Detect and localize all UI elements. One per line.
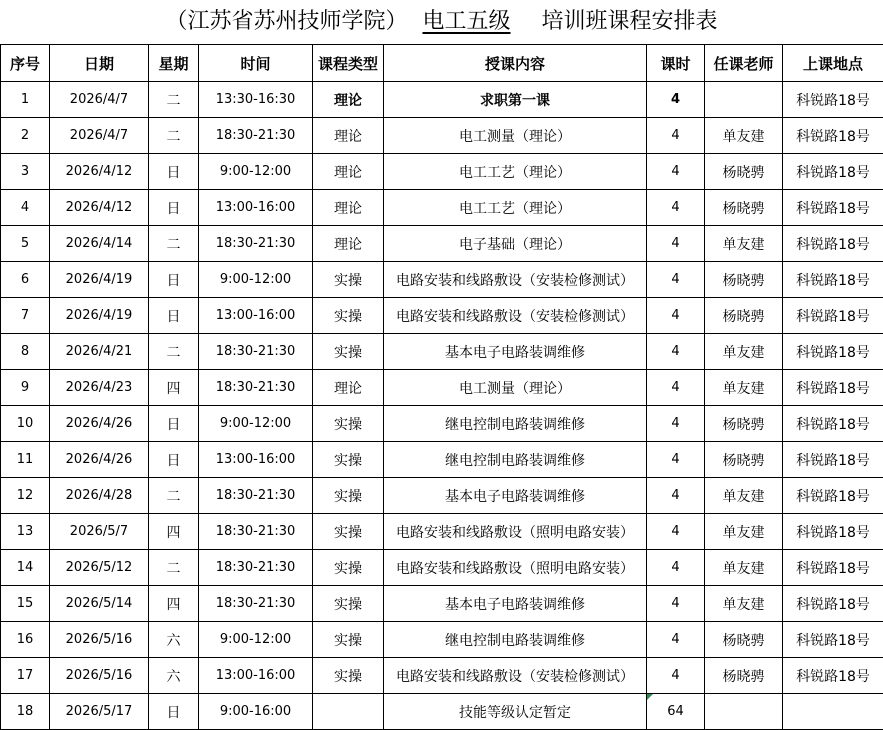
cell-time[interactable]: 18:30-21:30 — [199, 370, 313, 406]
cell-content[interactable]: 求职第一课 — [384, 82, 647, 118]
cell-index[interactable]: 3 — [1, 154, 50, 190]
table-row — [1, 694, 883, 730]
cell-time[interactable]: 9:00-16:00 — [199, 694, 313, 730]
cell-content[interactable]: 电路安装和线路敷设（安装检修测试） — [384, 298, 647, 334]
cell-time[interactable]: 18:30-21:30 — [199, 334, 313, 370]
cell-time[interactable]: 18:30-21:30 — [199, 118, 313, 154]
cell-index[interactable]: 13 — [1, 514, 50, 550]
cell-weekday[interactable]: 二 — [149, 226, 199, 262]
title-suffix: 培训班课程安排表 — [541, 9, 718, 34]
cell-date[interactable]: 2026/4/26 — [50, 442, 149, 478]
cell-weekday[interactable]: 日 — [149, 298, 199, 334]
cell-teacher[interactable]: 杨晓骋 — [705, 622, 783, 658]
cell-course-type[interactable]: 实操 — [313, 550, 384, 586]
cell-content[interactable]: 继电控制电路装调维修 — [384, 406, 647, 442]
cell-teacher[interactable]: 杨晓骋 — [705, 442, 783, 478]
cell-time[interactable]: 13:00-16:00 — [199, 298, 313, 334]
table-row — [1, 658, 883, 694]
cell-hours[interactable]: 64 — [647, 694, 705, 730]
cell-hours[interactable]: 4 — [647, 298, 705, 334]
cell-content[interactable]: 电路安装和线路敷设（照明电路安装） — [384, 550, 647, 586]
cell-location[interactable]: 科锐路18号 — [783, 334, 883, 370]
header-hours[interactable]: 课时 — [647, 45, 705, 82]
cell-time[interactable]: 9:00-12:00 — [199, 154, 313, 190]
cell-location[interactable]: 科锐路18号 — [783, 586, 883, 622]
cell-hours[interactable]: 4 — [647, 334, 705, 370]
cell-index[interactable]: 7 — [1, 298, 50, 334]
cell-location[interactable]: 科锐路18号 — [783, 442, 883, 478]
table-row — [1, 586, 883, 622]
cell-course-type[interactable]: 实操 — [313, 658, 384, 694]
cell-teacher[interactable]: 单友建 — [705, 550, 783, 586]
cell-course-type[interactable]: 实操 — [313, 514, 384, 550]
table-row — [1, 370, 883, 406]
cell-location[interactable]: 科锐路18号 — [783, 118, 883, 154]
cell-weekday[interactable]: 二 — [149, 118, 199, 154]
cell-teacher[interactable] — [705, 694, 783, 730]
cell-location[interactable]: 科锐路18号 — [783, 154, 883, 190]
cell-hours[interactable]: 4 — [647, 82, 705, 118]
cell-weekday[interactable]: 四 — [149, 586, 199, 622]
cell-date[interactable]: 2026/4/26 — [50, 406, 149, 442]
cell-weekday[interactable]: 四 — [149, 370, 199, 406]
cell-index[interactable]: 9 — [1, 370, 50, 406]
table-row — [1, 118, 883, 154]
cell-date[interactable]: 2026/4/23 — [50, 370, 149, 406]
cell-index[interactable]: 8 — [1, 334, 50, 370]
cell-teacher[interactable]: 杨晓骋 — [705, 262, 783, 298]
header-teacher[interactable]: 任课老师 — [705, 45, 783, 82]
table-row — [1, 622, 883, 658]
table-body — [1, 82, 883, 730]
cell-weekday[interactable]: 二 — [149, 82, 199, 118]
cell-content[interactable]: 电工工艺（理论） — [384, 190, 647, 226]
cell-content[interactable]: 基本电子电路装调维修 — [384, 586, 647, 622]
cell-date[interactable]: 2026/4/21 — [50, 334, 149, 370]
table-row — [1, 478, 883, 514]
cell-content[interactable]: 电路安装和线路敷设（安装检修测试） — [384, 262, 647, 298]
cell-location[interactable]: 科锐路18号 — [783, 82, 883, 118]
cell-content[interactable]: 电工测量（理论） — [384, 370, 647, 406]
cell-course-type[interactable] — [313, 694, 384, 730]
table-row — [1, 262, 883, 298]
cell-teacher[interactable]: 杨晓骋 — [705, 190, 783, 226]
cell-course-type[interactable]: 实操 — [313, 622, 384, 658]
cell-time[interactable]: 9:00-12:00 — [199, 622, 313, 658]
cell-course-type[interactable]: 实操 — [313, 442, 384, 478]
cell-content[interactable]: 技能等级认定暂定 — [384, 694, 647, 730]
cell-time[interactable]: 18:30-21:30 — [199, 226, 313, 262]
cell-course-type[interactable]: 实操 — [313, 334, 384, 370]
cell-date[interactable]: 2026/4/19 — [50, 262, 149, 298]
cell-index[interactable]: 4 — [1, 190, 50, 226]
cell-date[interactable]: 2026/5/14 — [50, 586, 149, 622]
cell-time[interactable]: 9:00-12:00 — [199, 262, 313, 298]
cell-course-type[interactable]: 实操 — [313, 262, 384, 298]
cell-location[interactable]: 科锐路18号 — [783, 370, 883, 406]
cell-index[interactable]: 17 — [1, 658, 50, 694]
cell-content[interactable]: 电工测量（理论） — [384, 118, 647, 154]
cell-weekday[interactable]: 日 — [149, 694, 199, 730]
cell-date[interactable]: 2026/4/19 — [50, 298, 149, 334]
cell-index[interactable]: 2 — [1, 118, 50, 154]
cell-course-type[interactable]: 理论 — [313, 190, 384, 226]
cell-time[interactable]: 18:30-21:30 — [199, 586, 313, 622]
cell-content[interactable]: 继电控制电路装调维修 — [384, 442, 647, 478]
cell-weekday[interactable]: 四 — [149, 514, 199, 550]
cell-weekday[interactable]: 日 — [149, 442, 199, 478]
cell-weekday[interactable]: 日 — [149, 154, 199, 190]
header-weekday[interactable]: 星期 — [149, 45, 199, 82]
cell-weekday[interactable]: 二 — [149, 478, 199, 514]
table-row — [1, 226, 883, 262]
cell-date[interactable]: 2026/4/12 — [50, 190, 149, 226]
cell-course-type[interactable]: 实操 — [313, 406, 384, 442]
cell-weekday[interactable]: 六 — [149, 622, 199, 658]
table-row — [1, 190, 883, 226]
cell-course-type[interactable]: 理论 — [313, 118, 384, 154]
cell-location[interactable]: 科锐路18号 — [783, 550, 883, 586]
cell-location[interactable] — [783, 694, 883, 730]
cell-hours[interactable]: 4 — [647, 118, 705, 154]
cell-hours[interactable]: 4 — [647, 406, 705, 442]
cell-teacher[interactable]: 单友建 — [705, 586, 783, 622]
cell-date[interactable]: 2026/5/17 — [50, 694, 149, 730]
cell-index[interactable]: 5 — [1, 226, 50, 262]
header-row — [1, 45, 883, 82]
cell-date[interactable]: 2026/4/14 — [50, 226, 149, 262]
table-row — [1, 442, 883, 478]
cell-time[interactable]: 9:00-12:00 — [199, 406, 313, 442]
cell-date[interactable]: 2026/4/7 — [50, 118, 149, 154]
cell-weekday[interactable]: 日 — [149, 190, 199, 226]
table-row — [1, 298, 883, 334]
header-content[interactable]: 授课内容 — [384, 45, 647, 82]
cell-hours[interactable]: 4 — [647, 442, 705, 478]
cell-index[interactable]: 14 — [1, 550, 50, 586]
cell-location[interactable]: 科锐路18号 — [783, 190, 883, 226]
cell-weekday[interactable]: 六 — [149, 658, 199, 694]
cell-course-type[interactable]: 实操 — [313, 298, 384, 334]
cell-index[interactable]: 12 — [1, 478, 50, 514]
cell-content[interactable]: 基本电子电路装调维修 — [384, 334, 647, 370]
cell-content[interactable]: 电子基础（理论） — [384, 226, 647, 262]
cell-hours[interactable]: 4 — [647, 478, 705, 514]
cell-index[interactable]: 6 — [1, 262, 50, 298]
cell-time[interactable]: 13:00-16:00 — [199, 658, 313, 694]
cell-hours[interactable]: 4 — [647, 190, 705, 226]
cell-content[interactable]: 电路安装和线路敷设（照明电路安装） — [384, 514, 647, 550]
comment-indicator-icon[interactable] — [647, 694, 653, 700]
table-row — [1, 406, 883, 442]
cell-location[interactable]: 科锐路18号 — [783, 622, 883, 658]
cell-weekday[interactable]: 日 — [149, 262, 199, 298]
cell-teacher[interactable]: 杨晓骋 — [705, 154, 783, 190]
cell-teacher[interactable]: 单友建 — [705, 478, 783, 514]
cell-course-type[interactable]: 实操 — [313, 478, 384, 514]
cell-time[interactable]: 13:30-16:30 — [199, 82, 313, 118]
cell-date[interactable]: 2026/5/16 — [50, 658, 149, 694]
cell-hours[interactable]: 4 — [647, 550, 705, 586]
cell-hours[interactable]: 4 — [647, 622, 705, 658]
cell-date[interactable]: 2026/5/12 — [50, 550, 149, 586]
cell-teacher[interactable]: 单友建 — [705, 226, 783, 262]
cell-hours[interactable]: 4 — [647, 514, 705, 550]
cell-course-type[interactable]: 实操 — [313, 586, 384, 622]
cell-location[interactable]: 科锐路18号 — [783, 514, 883, 550]
header-time[interactable]: 时间 — [199, 45, 313, 82]
cell-course-type[interactable]: 理论 — [313, 226, 384, 262]
cell-hours[interactable]: 4 — [647, 262, 705, 298]
title-prefix: （江苏省苏州技师学院） — [165, 9, 408, 34]
table-row — [1, 154, 883, 190]
cell-hours[interactable]: 4 — [647, 586, 705, 622]
cell-time[interactable]: 18:30-21:30 — [199, 478, 313, 514]
cell-location[interactable]: 科锐路18号 — [783, 226, 883, 262]
cell-index[interactable]: 1 — [1, 82, 50, 118]
header-course-type[interactable]: 课程类型 — [313, 45, 384, 82]
cell-index[interactable]: 11 — [1, 442, 50, 478]
cell-hours[interactable]: 4 — [647, 226, 705, 262]
cell-time[interactable]: 18:30-21:30 — [199, 514, 313, 550]
cell-date[interactable]: 2026/4/7 — [50, 82, 149, 118]
title-course-name[interactable]: 电工五级 — [422, 9, 511, 34]
cell-teacher[interactable]: 杨晓骋 — [705, 658, 783, 694]
schedule-table — [0, 44, 883, 730]
cell-date[interactable]: 2026/4/28 — [50, 478, 149, 514]
cell-index[interactable]: 15 — [1, 586, 50, 622]
cell-weekday[interactable]: 二 — [149, 334, 199, 370]
sheet-title — [0, 0, 883, 44]
cell-date[interactable]: 2026/5/16 — [50, 622, 149, 658]
table-row — [1, 82, 883, 118]
cell-date[interactable]: 2026/5/7 — [50, 514, 149, 550]
cell-course-type[interactable]: 理论 — [313, 154, 384, 190]
cell-course-type[interactable]: 理论 — [313, 370, 384, 406]
cell-content[interactable]: 继电控制电路装调维修 — [384, 622, 647, 658]
cell-teacher[interactable]: 杨晓骋 — [705, 406, 783, 442]
cell-teacher[interactable]: 单友建 — [705, 334, 783, 370]
header-index[interactable]: 序号 — [1, 45, 50, 82]
cell-teacher[interactable]: 杨晓骋 — [705, 298, 783, 334]
cell-location[interactable]: 科锐路18号 — [783, 298, 883, 334]
header-location[interactable]: 上课地点 — [783, 45, 883, 82]
cell-time[interactable]: 18:30-21:30 — [199, 550, 313, 586]
cell-teacher[interactable] — [705, 82, 783, 118]
cell-hours[interactable]: 4 — [647, 370, 705, 406]
cell-content[interactable]: 电路安装和线路敷设（安装检修测试） — [384, 658, 647, 694]
cell-teacher[interactable]: 单友建 — [705, 514, 783, 550]
cell-hours[interactable]: 4 — [647, 154, 705, 190]
cell-index[interactable]: 18 — [1, 694, 50, 730]
cell-weekday[interactable]: 日 — [149, 406, 199, 442]
header-date[interactable]: 日期 — [50, 45, 149, 82]
cell-time[interactable]: 13:00-16:00 — [199, 442, 313, 478]
cell-hours[interactable]: 4 — [647, 658, 705, 694]
table-row — [1, 334, 883, 370]
cell-location[interactable]: 科锐路18号 — [783, 262, 883, 298]
table-row — [1, 514, 883, 550]
cell-index[interactable]: 10 — [1, 406, 50, 442]
cell-weekday[interactable]: 二 — [149, 550, 199, 586]
cell-teacher[interactable]: 单友建 — [705, 370, 783, 406]
cell-content[interactable]: 电工工艺（理论） — [384, 154, 647, 190]
cell-content[interactable]: 基本电子电路装调维修 — [384, 478, 647, 514]
table-row — [1, 550, 883, 586]
cell-location[interactable]: 科锐路18号 — [783, 478, 883, 514]
cell-date[interactable]: 2026/4/12 — [50, 154, 149, 190]
cell-index[interactable]: 16 — [1, 622, 50, 658]
cell-teacher[interactable]: 单友建 — [705, 118, 783, 154]
cell-location[interactable]: 科锐路18号 — [783, 658, 883, 694]
cell-time[interactable]: 13:00-16:00 — [199, 190, 313, 226]
cell-location[interactable]: 科锐路18号 — [783, 406, 883, 442]
cell-course-type[interactable]: 理论 — [313, 82, 384, 118]
